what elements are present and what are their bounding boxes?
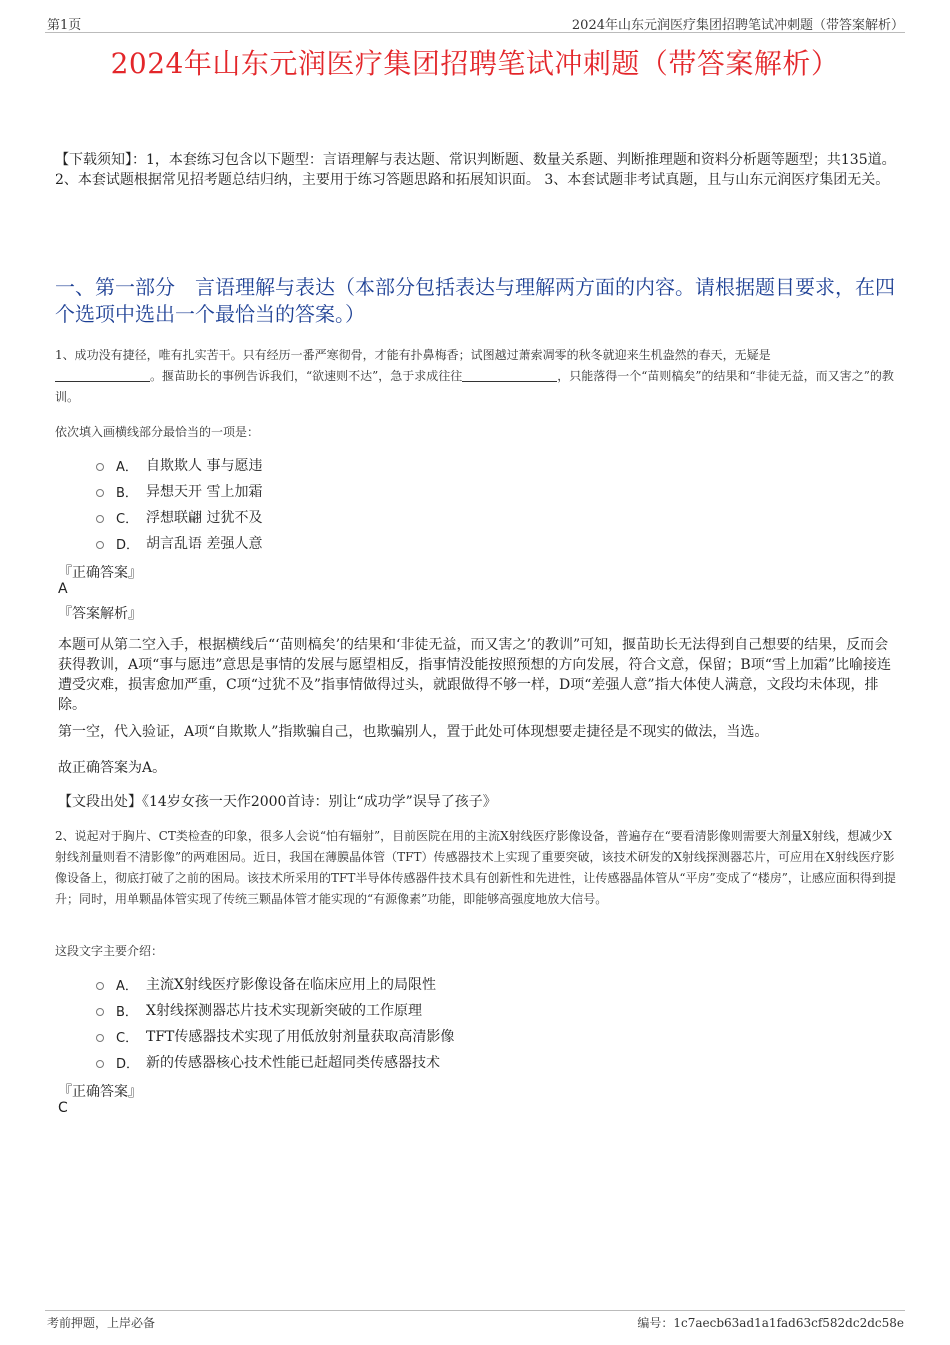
footer-divider: [45, 1310, 905, 1311]
question-1-stem-part-b: 。揠苗助长的事例告诉我们，“欲速则不达”，急于求成往往: [150, 369, 463, 383]
option-b[interactable]: B． 异想天开 雪上加霜: [96, 478, 262, 504]
question-1-stem: [55, 345, 900, 408]
radio-icon[interactable]: [96, 463, 104, 471]
header-divider: [45, 32, 905, 33]
question-2-prompt: 这段文字主要介绍：: [55, 944, 164, 958]
footer-doc-id: 编号：1c7aecb63ad1a1fad63cf582dc2dc58e: [637, 1316, 904, 1330]
question-1-prompt: 依次填入画横线部分最恰当的一项是：: [55, 425, 260, 439]
answer-label: 『正确答案』: [58, 565, 142, 581]
option-b[interactable]: B． X射线探测器芯片技术实现新突破的工作原理: [96, 997, 454, 1023]
analysis-paragraph-2: 第一空，代入验证，A项“自欺欺人”指欺骗自己，也欺骗别人，置于此处可体现想要走捷径是不现实的做法，当选。: [58, 724, 769, 740]
question-1-stem-part-c: ，只能落得一个“苗则槁矣”的结果和“非徒无益，而又害之”的教训。: [55, 369, 894, 404]
question-1-options: [96, 452, 262, 556]
radio-icon[interactable]: [96, 1060, 104, 1068]
option-d[interactable]: D． 新的传感器核心技术性能已赶超同类传感器技术: [96, 1049, 454, 1075]
footer-slogan: 考前押题，上岸必备: [47, 1316, 156, 1330]
download-notice: 【下载须知】：1，本套练习包含以下题型：言语理解与表达题、常识判断题、数量关系题、判断推理题和资料分析题等题型；共135道。 2、本套试题根据常见招考题总结归纳，主要用于练习答题思路和拓展知识面。 3、本套试题非考试真题，且与山东元润医疗集团无关。: [55, 152, 896, 188]
question-1-stem-part-a: 1、成功没有捷径，唯有扎实苦干。只有经历一番严寒彻骨，才能有扑鼻梅香；试图越过萧索凋零的秋冬就迎来生机盎然的春天，无疑是: [55, 348, 771, 362]
header-page-number: 第1页: [47, 18, 82, 33]
radio-icon[interactable]: [96, 1034, 104, 1042]
source-citation: 【文段出处】《14岁女孩一天作2000首诗：别让“成功学”误导了孩子》: [58, 794, 497, 810]
radio-icon[interactable]: [96, 515, 104, 523]
page-title: 2024年山东元润医疗集团招聘笔试冲刺题（带答案解析）: [110, 47, 840, 80]
radio-icon[interactable]: [96, 541, 104, 549]
blank-2: [462, 368, 557, 382]
answer-label: 『正确答案』: [58, 1084, 142, 1100]
radio-icon[interactable]: [96, 489, 104, 497]
analysis-paragraph-1: 本题可从第二空入手，根据横线后“‘苗则槁矣’的结果和‘非徒无益，而又害之’的教训”可知，揠苗助长无法得到自己想要的结果，反而会获得教训，A项“事与愿违”意思是事情的发展与愿望相反，指事情没能按照预想的方向发展，符合文意，保留；B项“雪上加霜”比喻接连遭受灾难，损害愈加严重，C项“过犹不及”指事情做得过头，就跟做得不够一样，D项“差强人意”指大体使人满意，文段均未体现，排除。: [58, 637, 892, 713]
option-a[interactable]: A． 主流X射线医疗影像设备在临床应用上的局限性: [96, 971, 454, 997]
option-c[interactable]: C． TFT传感器技术实现了用低放射剂量获取高清影像: [96, 1023, 454, 1049]
answer-value: A: [58, 581, 68, 597]
section-heading: 一、第一部分 言语理解与表达（本部分包括表达与理解两方面的内容。请根据题目要求，在四个选项中选出一个最恰当的答案。）: [55, 275, 895, 326]
radio-icon[interactable]: [96, 1008, 104, 1016]
analysis-label: 『答案解析』: [58, 606, 142, 622]
radio-icon[interactable]: [96, 982, 104, 990]
option-a[interactable]: A． 自欺欺人 事与愿违: [96, 452, 262, 478]
option-d[interactable]: D． 胡言乱语 差强人意: [96, 530, 262, 556]
question-2-options: [96, 971, 454, 1075]
question-2-stem: 2、说起对于胸片、CT类检查的印象，很多人会说“怕有辐射”，目前医院在用的主流X射线医疗影像设备，普遍存在“要看清影像则需要大剂量X射线，想减少X射线剂量则看不清影像”的两难困局。近日，我国在薄膜晶体管（TFT）传感器技术上实现了重要突破，该技术研发的X射线探测器芯片，可应用在X射线医疗影像设备上，彻底打破了之前的困局。该技术所采用的TFT半导体传感器件技术具有创新性和先进性，让传感器晶体管从“平房”变成了“楼房”，让感应面积得到提升；同时，用单颗晶体管实现了传统三颗晶体管才能实现的“有源像素”功能，即能够高强度地放大信号。: [55, 829, 896, 906]
header-doc-title: 2024年山东元润医疗集团招聘笔试冲刺题（带答案解析）: [571, 18, 904, 33]
analysis-conclusion: 故正确答案为A。: [58, 760, 167, 776]
option-c[interactable]: C． 浮想联翩 过犹不及: [96, 504, 262, 530]
answer-value: C: [58, 1100, 68, 1116]
blank-1: [55, 368, 150, 382]
